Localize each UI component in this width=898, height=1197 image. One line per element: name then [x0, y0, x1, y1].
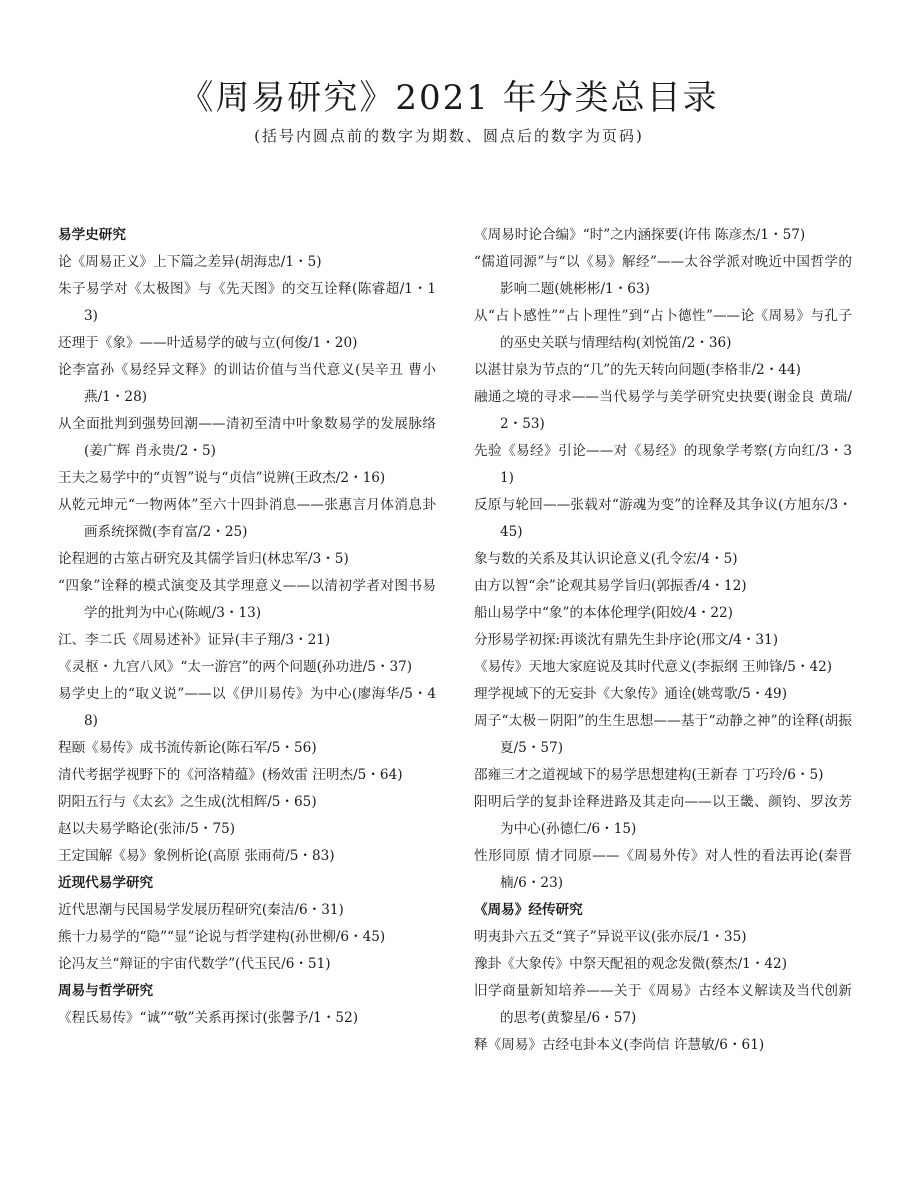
catalog-entry: 还理于《象》——叶适易学的破与立(何俊/1・20) [58, 335, 358, 351]
catalog-entry: 《灵枢・九宫八风》“太一游宫”的两个问题(孙功进/5・37) [58, 659, 413, 675]
catalog-entry: “四象”诠释的模式演变及其学理意义——以清初学者对图书易学的批判为中心(陈岘/3・13) [58, 578, 436, 621]
catalog-entry: 《周易时论合编》“时”之内涵探要(许伟 陈彦杰/1・57) [474, 227, 806, 243]
catalog-entry: 理学视域下的无妄卦《大象传》通诠(姚莺歌/5・49) [474, 686, 788, 702]
catalog-entry: 分形易学初探:再谈沈有鼎先生卦序论(邢文/4・31) [474, 632, 778, 648]
right-column [474, 222, 852, 1059]
catalog-entry: 象与数的关系及其认识论意义(孔令宏/4・5) [474, 551, 738, 567]
catalog-entry: 释《周易》古经屯卦本义(李尚信 许慧敏/6・61) [474, 1037, 765, 1053]
catalog-entry: 王定国解《易》象例析论(高原 张雨荷/5・83) [58, 848, 335, 864]
catalog-entry: 从全面批判到强势回潮——清初至清中叶象数易学的发展脉络(姜广辉 肖永贵/2・5) [58, 416, 436, 459]
catalog-entry: 船山易学中“象”的本体伦理学(阳姣/4・22) [474, 605, 733, 621]
catalog-entry: 近代思潮与民国易学发展历程研究(秦洁/6・31) [58, 902, 344, 918]
section-heading: 周易与哲学研究 [58, 983, 154, 999]
catalog-entry: 豫卦《大象传》中祭天配祖的观念发微(蔡杰/1・42) [474, 956, 788, 972]
catalog-entry: 《易传》天地大家庭说及其时代意义(李振纲 王帅锋/5・42) [474, 659, 833, 675]
catalog-entry: 旧学商量新知培养——关于《周易》古经本义解读及当代创新的思考(黄黎星/6・57) [474, 983, 852, 1026]
catalog-entry: 反原与轮回——张载对“游魂为变”的诠释及其争议(方旭东/3・45) [474, 497, 852, 540]
catalog-entry: 朱子易学对《太极图》与《先天图》的交互诠释(陈睿超/1・13) [58, 281, 436, 324]
page-subtitle: (括号内圆点前的数字为期数、圆点后的数字为页码) [254, 127, 644, 145]
section-heading: 易学史研究 [58, 227, 126, 243]
catalog-entry: 阴阳五行与《太玄》之生成(沈相辉/5・65) [58, 794, 317, 810]
section-heading: 《周易》经传研究 [474, 902, 583, 918]
section-heading: 近现代易学研究 [58, 875, 154, 891]
catalog-entry: 融通之境的寻求——当代易学与美学研究史抉要(谢金良 黄瑞/2・53) [474, 389, 852, 432]
catalog-entry: 从乾元坤元“一物两体”至六十四卦消息——张惠言月体消息卦画系统探微(李育富/2・25) [58, 497, 436, 540]
catalog-entry: 论程迥的古筮占研究及其儒学旨归(林忠军/3・5) [58, 551, 349, 567]
catalog-entry: 清代考据学视野下的《河洛精蕴》(杨效雷 汪明杰/5・64) [58, 767, 403, 783]
catalog-entry: 易学史上的“取义说”——以《伊川易传》为中心(廖海华/5・48) [58, 686, 436, 729]
catalog-entry: 阳明后学的复卦诠释进路及其走向——以王畿、颜钧、罗汝芳为中心(孙德仁/6・15) [474, 794, 852, 837]
catalog-entry: 江、李二氏《周易述补》证异(丰子翔/3・21) [58, 632, 331, 648]
catalog-entry: “儒道同源”与“以《易》解经”——太谷学派对晚近中国哲学的影响二题(姚彬彬/1・63) [474, 254, 852, 297]
catalog-entry: 由方以智“余”论观其易学旨归(郭振香/4・12) [474, 578, 747, 594]
catalog-entry: 从“占卜感性”“占卜理性”到“占卜德性”——论《周易》与孔子的巫史关联与情理结构(刘悦笛/2・36) [474, 308, 852, 351]
catalog-entry: 王夫之易学中的“贞智”说与“贞信”说辨(王政杰/2・16) [58, 470, 386, 486]
catalog-entry: 赵以夫易学略论(张沛/5・75) [58, 821, 236, 837]
catalog-entry: 论冯友兰“辩证的宇宙代数学”(代玉民/6・51) [58, 956, 331, 972]
catalog-entry: 论李富孙《易经异文释》的训诂价值与当代意义(吴辛丑 曹小燕/1・28) [58, 362, 436, 405]
catalog-entry: 以湛甘泉为节点的“几”的先天转向问题(李格非/2・44) [474, 362, 801, 378]
page-title: 《周易研究》2021 年分类总目录 [179, 78, 719, 118]
catalog-entry: 论《周易正义》上下篇之差异(胡海忠/1・5) [58, 254, 322, 270]
catalog-entry: 周子“太极－阴阳”的生生思想——基于“动静之神”的诠释(胡振夏/5・57) [474, 713, 852, 756]
left-column [58, 222, 436, 1032]
catalog-entry: 性形同原 情才同原——《周易外传》对人性的看法再论(秦晋楠/6・23) [474, 848, 852, 891]
catalog-entry: 程颐《易传》成书流传新论(陈石军/5・56) [58, 740, 317, 756]
catalog-entry: 《程氏易传》“诚”“敬”关系再探讨(张馨予/1・52) [58, 1010, 359, 1026]
catalog-entry: 邵雍三才之道视域下的易学思想建构(王新春 丁巧玲/6・5) [474, 767, 824, 783]
catalog-entry: 先验《易经》引论——对《易经》的现象学考察(方向红/3・31) [474, 443, 852, 486]
catalog-entry: 明夷卦六五爻“箕子”异说平议(张亦辰/1・35) [474, 929, 747, 945]
catalog-entry: 熊十力易学的“隐”“显”论说与哲学建构(孙世柳/6・45) [58, 929, 386, 945]
